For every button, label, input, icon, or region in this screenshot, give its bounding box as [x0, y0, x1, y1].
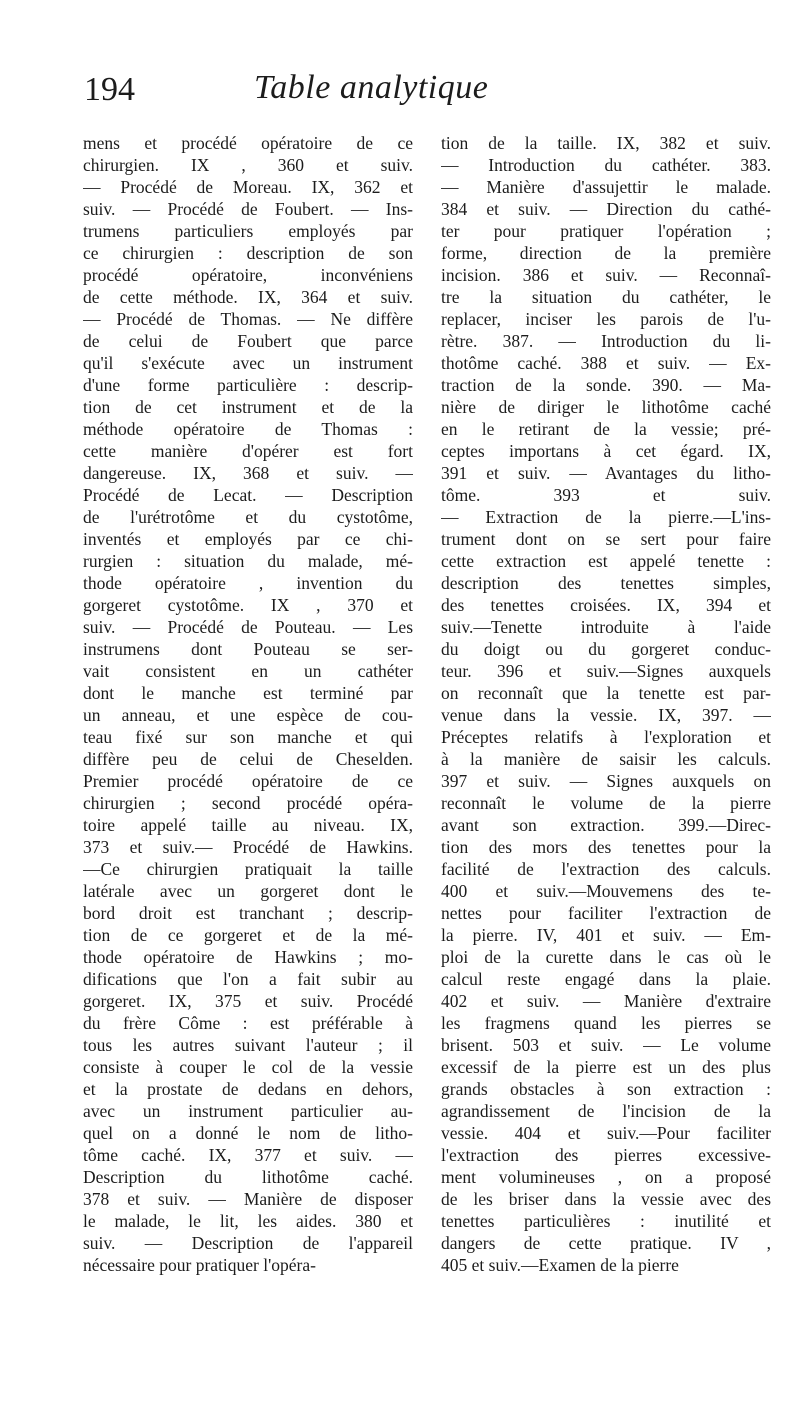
text-line: du frère Côme : est préférable à	[83, 1013, 413, 1033]
text-line: de les briser dans la vessie avec des	[441, 1189, 771, 1209]
text-line: ter pour pratiquer l'opération ;	[441, 221, 771, 241]
text-line: — Extraction de la pierre.—L'ins-	[441, 507, 771, 527]
text-line: un anneau, et une espèce de cou-	[83, 705, 413, 725]
text-line: — Procédé de Moreau. IX, 362 et	[83, 177, 413, 197]
text-line: procédé opératoire, inconvéniens	[83, 265, 413, 285]
text-line: — Introduction du cathéter. 383.	[441, 155, 771, 175]
text-line: rètre. 387. — Introduction du li-	[441, 331, 771, 351]
text-line: Premier procédé opératoire de ce	[83, 771, 413, 791]
text-line: ment volumineuses , on a proposé	[441, 1167, 771, 1187]
text-line: toire appelé taille au niveau. IX,	[83, 815, 413, 835]
text-line: inventés et employés par ce chi-	[83, 529, 413, 549]
text-line: replacer, inciser les parois de l'u-	[441, 309, 771, 329]
text-line: reconnaît le volume de la pierre	[441, 793, 771, 813]
text-line: gorgeret. IX, 375 et suiv. Procédé	[83, 991, 413, 1011]
text-line: suiv.—Tenette introduite à l'aide	[441, 617, 771, 637]
text-line: méthode opératoire de Thomas :	[83, 419, 413, 439]
text-line: tre la situation du cathéter, le	[441, 287, 771, 307]
text-line: venue dans la vessie. IX, 397. —	[441, 705, 771, 725]
text-line: vait consistent en un cathéter	[83, 661, 413, 681]
text-line: trumens particuliers employés par	[83, 221, 413, 241]
text-line: excessif de la pierre est un des plus	[441, 1057, 771, 1077]
text-line: cette manière d'opérer est fort	[83, 441, 413, 461]
text-line: suiv. — Procédé de Foubert. — Ins-	[83, 199, 413, 219]
text-line: difications que l'on a fait subir au	[83, 969, 413, 989]
text-line: vessie. 404 et suiv.—Pour faciliter	[441, 1123, 771, 1143]
text-line: —Ce chirurgien pratiquait la taille	[83, 859, 413, 879]
running-title: Table analytique	[254, 69, 489, 106]
text-line: avec un instrument particulier au-	[83, 1101, 413, 1121]
page-header	[84, 68, 764, 112]
text-line: les fragmens quand les pierres se	[441, 1013, 771, 1033]
text-line: tôme. 393 et suiv.	[441, 485, 771, 505]
text-line: agrandissement de l'incision de la	[441, 1101, 771, 1121]
text-line: qu'il s'exécute avec un instrument	[83, 353, 413, 373]
text-line: le malade, le lit, les aides. 380 et	[83, 1211, 413, 1231]
text-line: et la prostate de dedans en dehors,	[83, 1079, 413, 1099]
text-line: grands obstacles à son extraction :	[441, 1079, 771, 1099]
text-line: de cette méthode. IX, 364 et suiv.	[83, 287, 413, 307]
text-line: gorgeret cystotôme. IX , 370 et	[83, 595, 413, 615]
text-line: tion de cet instrument et de la	[83, 397, 413, 417]
text-line: thotôme caché. 388 et suiv. — Ex-	[441, 353, 771, 373]
text-line: dangers de cette pratique. IV ,	[441, 1233, 771, 1253]
text-line: 397 et suiv. — Signes auxquels on	[441, 771, 771, 791]
text-line: forme, direction de la première	[441, 243, 771, 263]
text-line: des tenettes croisées. IX, 394 et	[441, 595, 771, 615]
right-text-column	[441, 132, 771, 1276]
text-line: ploi de la curette dans le cas où le	[441, 947, 771, 967]
text-line: diffère peu de celui de Cheselden.	[83, 749, 413, 769]
text-line: — Manière d'assujettir le malade.	[441, 177, 771, 197]
text-line: nettes pour faciliter l'extraction de	[441, 903, 771, 923]
text-line: teur. 396 et suiv.—Signes auxquels	[441, 661, 771, 681]
text-line: tion de ce gorgeret et de la mé-	[83, 925, 413, 945]
left-text-column	[83, 132, 413, 1276]
text-line: d'une forme particulière : descrip-	[83, 375, 413, 395]
text-line: nière de diriger le lithotôme caché	[441, 397, 771, 417]
text-line: 373 et suiv.— Procédé de Hawkins.	[83, 837, 413, 857]
text-line: thode opératoire , invention du	[83, 573, 413, 593]
page-number: 194	[84, 71, 135, 108]
text-line: mens et procédé opératoire de ce	[83, 133, 413, 153]
text-line: consiste à couper le col de la vessie	[83, 1057, 413, 1077]
text-line: bord droit est tranchant ; descrip-	[83, 903, 413, 923]
text-line: quel on a donné le nom de litho-	[83, 1123, 413, 1143]
text-line: la pierre. IV, 401 et suiv. — Em-	[441, 925, 771, 945]
text-line: 384 et suiv. — Direction du cathé-	[441, 199, 771, 219]
text-line: ceptes importans à cet égard. IX,	[441, 441, 771, 461]
text-line: 400 et suiv.—Mouvemens des te-	[441, 881, 771, 901]
text-line: description des tenettes simples,	[441, 573, 771, 593]
text-line: de celui de Foubert que parce	[83, 331, 413, 351]
text-line: nécessaire pour pratiquer l'opéra-	[83, 1255, 316, 1275]
text-line: on reconnaît que la tenette est par-	[441, 683, 771, 703]
text-line: thode opératoire de Hawkins ; mo-	[83, 947, 413, 967]
text-line: brisent. 503 et suiv. — Le volume	[441, 1035, 771, 1055]
text-line: tenettes particulières : inutilité et	[441, 1211, 771, 1231]
text-line: à la manière de saisir les calculs.	[441, 749, 771, 769]
text-line: avant son extraction. 399.—Direc-	[441, 815, 771, 835]
text-line: ce chirurgien : description de son	[83, 243, 413, 263]
text-line: suiv. — Description de l'appareil	[83, 1233, 413, 1253]
text-line: tion de la taille. IX, 382 et suiv.	[441, 133, 771, 153]
text-line: 405 et suiv.—Examen de la pierre	[441, 1255, 679, 1275]
text-line: chirurgien ; second procédé opéra-	[83, 793, 413, 813]
text-line: suiv. — Procédé de Pouteau. — Les	[83, 617, 413, 637]
text-line: du doigt ou du gorgeret conduc-	[441, 639, 771, 659]
text-line: dangereuse. IX, 368 et suiv. —	[83, 463, 413, 483]
text-line: Description du lithotôme caché.	[83, 1167, 413, 1187]
text-line: cette extraction est appelé tenette :	[441, 551, 771, 571]
text-line: rurgien : situation du malade, mé-	[83, 551, 413, 571]
text-line: dont le manche est terminé par	[83, 683, 413, 703]
text-line: traction de la sonde. 390. — Ma-	[441, 375, 771, 395]
text-line: 402 et suiv. — Manière d'extraire	[441, 991, 771, 1011]
text-line: tôme caché. IX, 377 et suiv. —	[83, 1145, 413, 1165]
text-line: en le retirant de la vessie; pré-	[441, 419, 771, 439]
text-line: Procédé de Lecat. — Description	[83, 485, 413, 505]
text-line: tous les autres suivant l'auteur ; il	[83, 1035, 413, 1055]
text-line: de l'urétrotôme et du cystotôme,	[83, 507, 413, 527]
text-line: incision. 386 et suiv. — Reconnaî-	[441, 265, 771, 285]
text-line: latérale avec un gorgeret dont le	[83, 881, 413, 901]
text-line: chirurgien. IX , 360 et suiv.	[83, 155, 413, 175]
text-line: 378 et suiv. — Manière de disposer	[83, 1189, 413, 1209]
text-line: calcul reste engagé dans la plaie.	[441, 969, 771, 989]
text-line: Préceptes relatifs à l'exploration et	[441, 727, 771, 747]
text-line: instrumens dont Pouteau se ser-	[83, 639, 413, 659]
text-line: tion des mors des tenettes pour la	[441, 837, 771, 857]
text-line: l'extraction des pierres excessive-	[441, 1145, 771, 1165]
text-line: — Procédé de Thomas. — Ne diffère	[83, 309, 413, 329]
text-line: trument dont on se sert pour faire	[441, 529, 771, 549]
text-line: 391 et suiv. — Avantages du litho-	[441, 463, 771, 483]
text-line: teau fixé sur son manche et qui	[83, 727, 413, 747]
text-line: facilité de l'extraction des calculs.	[441, 859, 771, 879]
